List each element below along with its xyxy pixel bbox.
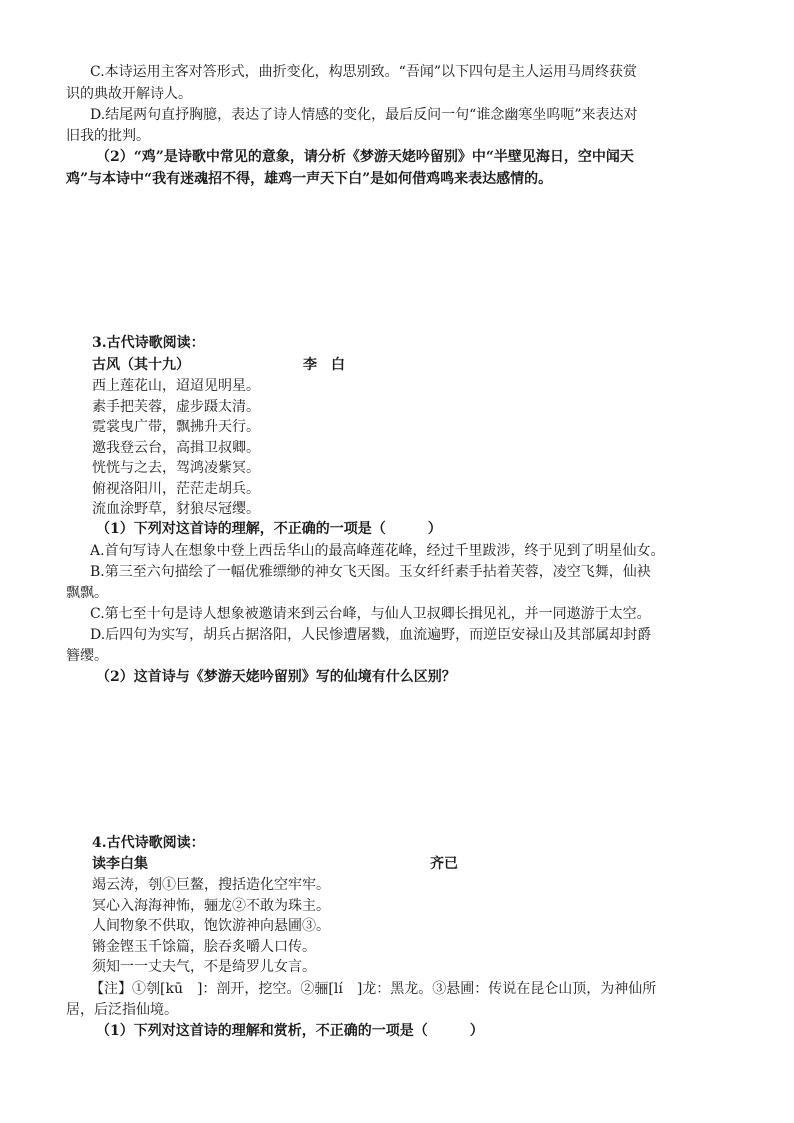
- poem-author: 李 白: [303, 357, 345, 373]
- poem-line: 邀我登云台，高揖卫叔卿。: [92, 439, 260, 456]
- option-d-line1: D.后四句为实写，胡兵占据洛阳，人民惨遭屠戮，血流遍野，而逆臣安禄山及其部属却封爵: [90, 627, 652, 643]
- option-b-line1: B.第三至六句描绘了一幅优雅缥缈的神女飞天图。玉女纤纤素手拈着芙蓉，凌空飞舞，仙袂: [90, 564, 651, 580]
- option-a: A.首句写诗人在想象中登上西岳华山的最高峰莲花峰，经过千里跋涉，终于见到了明星仙女。: [90, 543, 665, 559]
- note-line1: 【注】①刳[kū ]：剖开，挖空。②骊[lí ]龙：黑龙。③悬圃：传说在昆仑山顶，为神仙所: [90, 981, 657, 997]
- option-d-line2: 旧我的批判。: [66, 128, 150, 144]
- option-c-line1: C.本诗运用主客对答形式，曲折变化，构思别致。“吾闻”以下四句是主人运用马周终获赏: [90, 64, 637, 80]
- poem-line: 流血涂野草，豺狼尽冠缨。: [92, 501, 260, 517]
- poem-author-4: 齐已: [430, 856, 458, 872]
- question-1-4: （1）下列对这首诗的理解和赏析，不正确的一项是（ ）: [96, 1023, 484, 1039]
- poem-line: 霓裳曳广带，飘拂升天行。: [92, 419, 260, 435]
- option-c-line2: 识的典故开解诗人。: [66, 86, 192, 102]
- poem-title: 古风（其十九）: [92, 357, 190, 373]
- option-d-line1: D.结尾两句直抒胸臆，表达了诗人情感的变化，最后反问一句“谁念幽寒坐呜呃”来表达对: [90, 107, 638, 123]
- option-c: C.第七至十句是诗人想象被邀请来到云台峰，与仙人卫叔卿长揖见礼，并一同遨游于太空。: [90, 606, 651, 622]
- option-d-line2: 簪缨。: [66, 648, 108, 664]
- poem-line: 素手把芙蓉，虚步蹑太清。: [92, 398, 260, 415]
- poem-line: 俯视洛阳川，茫茫走胡兵。: [92, 480, 260, 497]
- section-3-heading: 3.古代诗歌阅读：: [92, 335, 205, 351]
- poem-line: 锵金铿玉千馀篇，脍吞炙嚼人口传。: [92, 938, 316, 955]
- question-2-line2: 鸡”与本诗中“我有迷魂招不得，雄鸡一声天下白”是如何借鸡鸣来表达感情的。: [66, 171, 553, 187]
- question-2-line1: （2）“鸡”是诗歌中常见的意象，请分析《梦游天姥吟留别》中“半壁见海日，空中闻天: [96, 149, 634, 165]
- poem-line: 竭云涛，刳①巨鳌，搜括造化空牢牢。: [92, 877, 330, 893]
- section-4-heading: 4.古代诗歌阅读：: [92, 835, 205, 851]
- poem-title-4: 读李白集: [92, 856, 148, 872]
- poem-line: 冥心入海海神怖，骊龙②不敢为珠主。: [92, 897, 330, 914]
- question-2: （2）这首诗与《梦游天姥吟留别》写的仙境有什么区别？: [96, 669, 456, 685]
- poem-line: 人间物象不供取，饱饮游神向悬圃③。: [92, 918, 330, 934]
- poem-line: 须知一一丈夫气，不是绮罗儿女言。: [92, 959, 316, 975]
- poem-line: 恍恍与之去，驾鸿凌紫冥。: [92, 460, 260, 476]
- poem-line: 西上莲花山，迢迢见明星。: [92, 378, 260, 394]
- option-b-line2: 飘飘。: [66, 585, 108, 601]
- note-line2: 居，后泛指仙境。: [66, 1002, 178, 1018]
- question-1: （1）下列对这首诗的理解，不正确的一项是（ ）: [96, 521, 442, 537]
